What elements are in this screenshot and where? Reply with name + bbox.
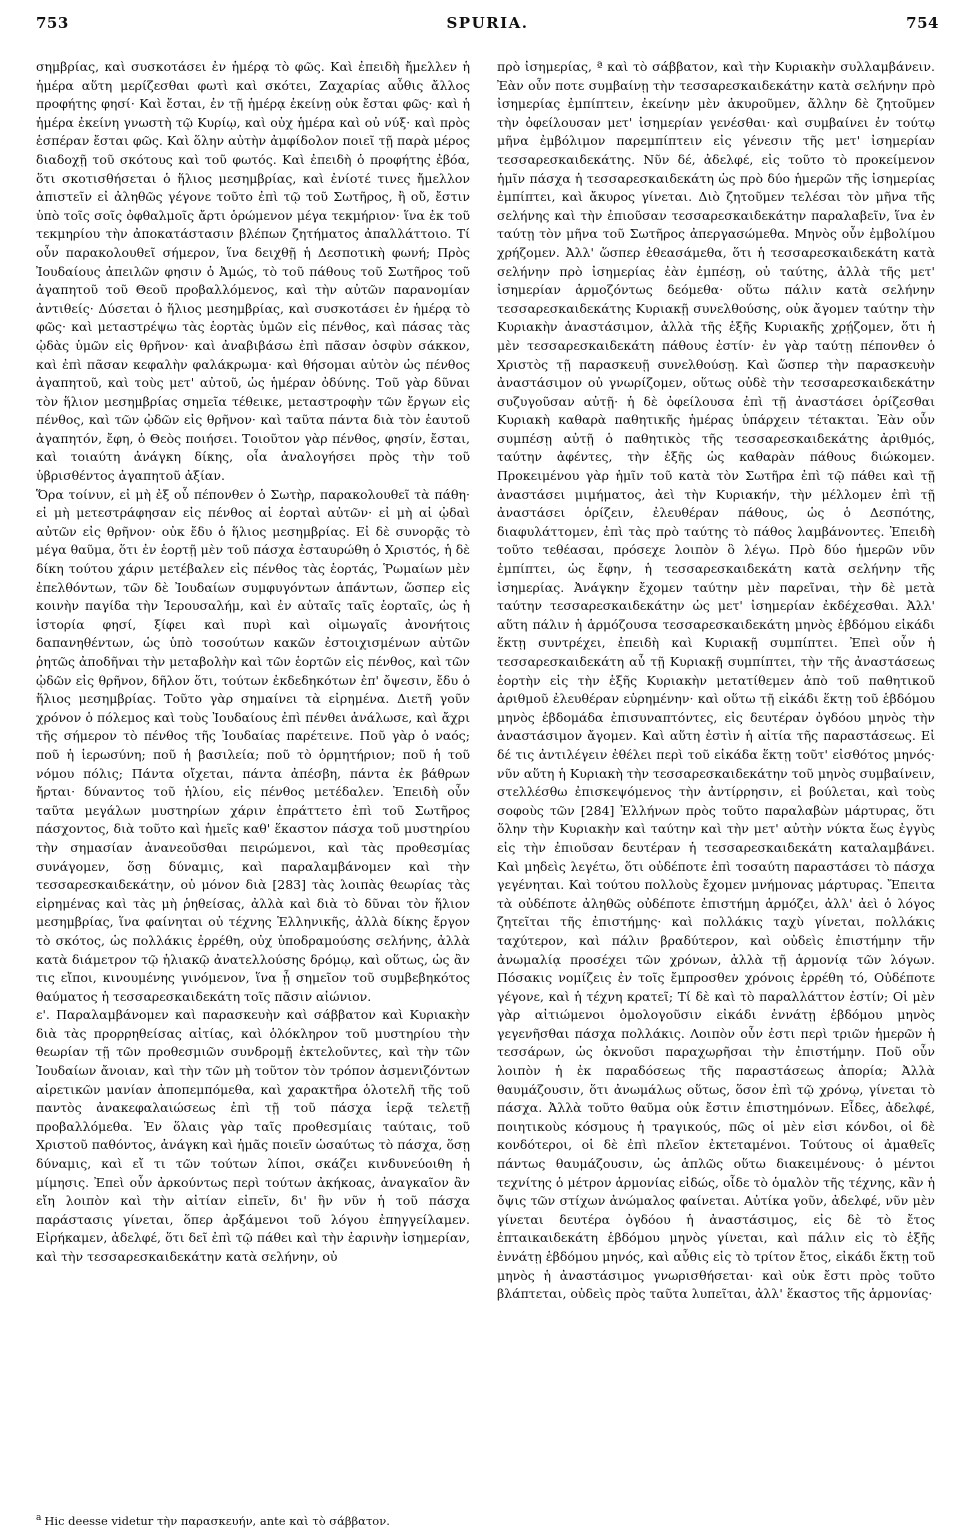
left-paragraph-1: σημβρίας, καὶ συσκοτάσει ἐν ἡμέρᾳ τὸ φῶς. Καὶ ἐπειδὴ ἤμελλεν ἡ ἡμέρα αὕτη μερίζεσθαι φωτὶ καὶ σκότει, Ζαχαρίας αὖθις ἄλλος προφήτης φησί· Καὶ ἔσται, ἐν τῇ ἡμέρᾳ ἐκείνῃ οὐκ ἔσται φῶς· καὶ ἡ ἡμέρα ἐκείνη γνωστὴ τῷ Κυρίῳ, καὶ οὐχ ἡμέρα καὶ οὐ νύξ· καὶ πρὸς ἑσπέραν ἔσται φῶς. Καὶ ὅλην αὐτὴν ἀμφίδολον ποιεῖ τῇ παρὰ μέρος διαδοχῇ τοῦ σκότους καὶ τοῦ φωτός. Καὶ ἐπειδὴ ὁ προφήτης ἐβόα, ὅτι σκοτισθήσεται ὁ ἥλιος μεσημβρίας, καὶ ἐνίοτέ τινες ἤμελλον ἀπιστεῖν εἰ ἀληθῶς γέγονε τοῦτο ἐπὶ τῷ τοῦ Σωτῆρος, ἢ οὔ, ἔστιν ὑπὸ τοῖς σοῖς ὀφθαλμοῖς ἄρτι ὁρώμενον μέγα τεκμήριον· ἵνα ἐκ τοῦ τεκμηρίου τὴν ἀποκατάστασιν βλέπων ζητήματος ἀπαλλάττοιο. Τί οὖν παρακολουθεῖ σήμερον, ἵνα δειχθῇ ἡ Δεσποτικὴ φωνή; Πρὸς Ἰουδαίους ἀπειλῶν φησιν ὁ Ἀμώς, τὸ τοῦ πάθους τοῦ Σωτῆρος τοῦ ἀγαπητοῦ τοῦ Θεοῦ προβαλλόμενος, καὶ τὴν αὐτῶν παρανομίαν ἀντιθείς· Δύσεται ὁ ἥλιος μεσημβρίας, καὶ συσκοτάσει ἐν ἡμέρᾳ τὸ φῶς· καὶ μεταστρέψω τὰς ἑορτὰς ὑμῶν εἰς πένθος, καὶ πάσας τὰς ᾠδὰς ὑμῶν εἰς θρῆνον· καὶ ἀναβιβάσω ἐπὶ πᾶσαν ὀσφὺν σάκκον, καὶ ἐπὶ πᾶσαν κεφαλὴν φαλάκρωμα· καὶ θήσομαι αὐτὸν ὡς πένθος ἀγαπητοῦ, καὶ τοὺς μετ' αὐτοῦ, ὡς ἡμέραν ὀδύνης. Τοῦ γὰρ δῦναι τὸν ἥλιον μεσημβρίας σημεῖα τέθεικε, μεταστροφὴν τῶν ἔργων εἰς πένθος, καὶ τῶν ᾠδῶν εἰς θρῆνον· καὶ ταῦτα πάντα διὰ τὸν ἑαυτοῦ ἀγαπητόν, ἔφη, ὁ Θεὸς ποιήσει. Τοιοῦτον γὰρ πένθος, φησίν, ἔσται, καὶ τοιαύτη ἀνάγκη δίκης, οἷα ἀναλογήσει πρὸς τὴν τοῦ ὑβρισθέντος ἀγαπητοῦ ἀξίαν. xyxy=(36,59,470,484)
right-column xyxy=(497,58,935,1528)
right-paragraph-1: πρὸ ἰσημερίας, ª καὶ τὸ σάββατον, καὶ τὴν Κυριακὴν συλλαμβάνειν. Ἐὰν οὖν ποτε συμβαίνῃ τὴν τεσσαρεσκαιδεκάτην κατὰ σελήνην πρὸ ἰσημερίας ἐμπίπτειν, ἐκείνην μὲν ἀκυροῦμεν, ἄλλην δὲ ζητοῦμεν τὴν ὀφείλουσαν μετ' ἰσημερίαν γενέσθαι· καὶ συμβαίνει ἐν τούτῳ μῆνα ἐμβόλιμον παρεμπίπτειν εἰς γένεσιν τῆς μετ' ἰσημερίαν τεσσαρεσκαιδεκάτης. Νῦν δέ, ἀδελφέ, εἰς τοῦτο τὸ προκείμενον ἡμῖν πάσχα ἡ τεσσαρεσκαιδεκάτη ὡς πρὸ δύο ἡμερῶν τῆς ἰσημερίας ἐμπίπτει, καὶ ἄκυρος γίνεται. Διὸ ζητοῦμεν τελέσαι τὸν μῆνα τῆς σελήνης καὶ τὴν ἐπιοῦσαν τεσσαρεσκαιδεκάτην παραλαβεῖν, ἵνα ἐν ταύτῃ τὸν μῆνα τοῦ Σωτῆρος ἀπεργασώμεθα. Μηνὸς οὖν ἐμβολίμου χρήζομεν. Ἀλλ' ὥσπερ ἐθεασάμεθα, ὅτι ἡ τεσσαρεσκαιδεκάτη κατὰ σελήνην πρὸ ἰσημερίας ἐὰν ἐμπέσῃ, οὐ ταύτης, ἀλλὰ τῆς μετ' ἰσημερίαν ἁρμοζόντως δεόμεθα· οὕτω πάλιν κατὰ σελήνην τεσσαρεσκαιδεκάτης Κυριακῇ συνελθούσης, οὐκ ἄγομεν ταύτην τὴν Κυριακὴν ἀναστάσιμον, ἀλλὰ τῆς ἑξῆς Κυριακῆς χρῄζομεν, ὅτι ἡ μὲν τεσσαρεσκαιδεκάτη πάθους ἐστίν· ἐν γὰρ ταύτῃ πέπονθεν ὁ Χριστὸς τῇ παρασκευῇ συνελθούσῃ. Καὶ ὥσπερ τὴν παρασκευὴν ἀναστάσιμον οὐ γνωρίζομεν, οὕτως οὐδὲ τὴν τεσσαρεσκαιδεκάτην συζυγοῦσαν αὐτῇ· ἡ δὲ ὀφείλουσα ἐπὶ τῇ ἀναστάσει ὁρίζεσθαι Κυριακὴ καθαρὰ παθητικῆς ἡμέρας ὑπάρχειν τέτακται. Ἐὰν οὖν συμπέσῃ αὐτῇ ὁ παθητικὸς τῆς τεσσαρεσκαιδεκάτης ἀριθμός, ταύτην ἀφέντες, τὴν ἑξῆς ὡς καθαρὰν πάθους διώκομεν. Προκειμένου γὰρ ἡμῖν τοῦ κατὰ τὸν Σωτῆρα ἐπὶ τῷ πάθει καὶ τῇ ἀναστάσει μιμήματος, ἀεὶ τὴν Κυριακήν, τὴν μέλλομεν ἐπὶ τῇ ἀναστάσει ὁρίζειν, ἐλευθέραν πάθους, ὡς ὁ Δεσπότης, διαφυλάττομεν, ἐπὶ τὰς πρὸ ταύτης τὸ πάθος λαμβάνοντες. Ἐπειδὴ τοῦτο τεθέασαι, πρόσεχε λοιπὸν ὃ λέγω. Πρὸ δύο ἡμερῶν νῦν ἐμπίπτει, ὡς ἔφην, ἡ τεσσαρεσκαιδεκάτη κατὰ σελήνην τῆς ἰσημερίας. Ἀνάγκην ἔχομεν ταύτην μὲν παρεῖναι, τὴν δὲ μετὰ ταύτην τεσσαρεσκαιδεκάτην ὡς μετ' ἰσημερίαν ἐκδέχεσθαι. Ἀλλ' αὕτη πάλιν ἡ ἁρμόζουσα τεσσαρεσκαιδεκάτη μηνὸς ἑβδόμου εἰκάδι ἕκτῃ συντρέχει, ἐπειδὴ καὶ Κυριακῇ συμπίπτει. Ἐπεὶ οὖν ἡ τεσσαρεσκαιδεκάτη αὖ τῇ Κυριακῇ συμπίπτει, τὴν τῆς ἀναστάσεως ἑορτὴν εἰς τὴν ἑξῆς Κυριακὴν μετατίθεμεν ἀπὸ τοῦ παθητικοῦ ἀριθμοῦ ἐλευθέραν εὑρημένην· καὶ οὕτω τῇ εἰκάδι ἕκτῃ τοῦ ἑβδόμου μηνὸς ἑβδομάδα ἐπισυναπτόντες, εἰς δευτέραν ὀγδόου μηνὸς τὴν ἀναστάσιμον ἄγομεν. Καὶ αὕτη ἐστὶν ἡ αἰτία τῆς παραστάσεως. Εἰ δέ τις ἀντιλέγειν ἐθέλει περὶ τοῦ εἰκάδα ἕκτῃ τοῦτ' εἰσθότος μηνός· νῦν αὕτη ἡ Κυριακὴ τὴν τεσσαρεσκαιδεκάτην τοῦ μηνὸς συμβαίνειν, στελλέσθω ἐπισκεψόμενος τὴν ἀντίρρησιν, εἰ βούλεται, καὶ τοὺς σοφοὺς τῶν [284] Ἑλλήνων πρὸς τοῦτο παραλαβὼν μάρτυρας, ὅτι ὅλην τὴν Κυριακὴν καὶ ταύτην καὶ τὴν μετ' αὐτὴν νύκτα ἕως ἐγγὺς εἰς τὴν ἐπιοῦσαν δευτέραν ἡ τεσσαρεσκαιδεκάτη καταλαμβάνει. Καὶ μηδεὶς λεγέτω, ὅτι οὐδέποτε ἐπὶ τοσαύτη παραστάσει τὸ πάσχα γεγένηται. Καὶ τούτου πολλοὺς ἔχομεν μνήμονας μάρτυρας. Ἔπειτα τὰ οὐδέποτε ἀληθῶς οὐδέποτε ἐπιστήμη ἁρμόζει, ἀλλ' ἀεὶ ὁ λόγος ζητεῖται τῆς ἐπιστήμης· καὶ πολλάκις ταχὺ γίνεται, πολλάκις ταχύτερον, καὶ πάλιν βραδύτερον, καὶ οὐδεὶς ἐπιστήμην τῆν ἀνωμαλίᾳ προσέχει τῶν χρόνων, ἀλλὰ τῇ ἁρμονίᾳ τῶν λόγων. Πόσακις νομίζεις ἐν τοῖς ἔμπροσθεν χρόνοις ἐρρέθη τό, Οὐδέποτε γέγονε, καὶ ἡ τέχνη κρατεῖ; Τί δὲ καὶ τὸ παραλλάττον ἐστίν; Οἱ μὲν γὰρ αἰτιώμενοι ὁμολογοῦσιν εἰκάδι ἐννάτῃ ἑβδόμου μηνὸς γεγενῆσθαι πάσχα πολλάκις. Λοιπὸν οὖν ἐστι περὶ τριῶν ἡμερῶν ἡ τεσσάρων, ὡς ὀκνοῦσι παραχωρῆσαι τὴν ἐπιστήμην. Ποῦ οὖν λοιπὸν ἡ ἐκ παραδόσεως τῆς παραστάσεως ἀπορία; Ἀλλὰ θαυμάζουσιν, ὅτι ἀνωμάλως οὕτως, ὅσον ἐπὶ τῷ χρόνῳ, γίνεται τὸ πάσχα. Ἀλλὰ τοῦτο θαῦμα οὐκ ἔστιν ἐπιστημόνων. Εἶδες, ἀδελφέ, ποιητικοὺς κόσμους ἡ τραγικούς, πῶς οἱ μὲν εἰσι κόνδοι, οἱ δὲ κονδότεροι, οἱ δὲ ἐπὶ πλεῖον ἐκτεταμένοι. Τούτους οἱ ἀμαθεῖς πάντως θαυμάζουσιν, ὡς ἁπλῶς οὕτω διακειμένους· ὁ μέντοι τεχνίτης ὁ μέτρον ἁρμονίας εἰδώς, οἶδε τὸ ὁμαλὸν τῆς τέχνης, κἂν ἡ ὄψις τῶν στίχων ἀνώμαλος φαίνεται. Αὐτίκα γοῦν, ἀδελφέ, νῦν μὲν γίνεται δευτέρα ὀγδόου ἡ ἀναστάσιμος, εἰς δὲ τὸ ἔτος ἐπταικαιδεκάτη ἑβδόμου μηνὸς γίνεται, καὶ πάλιν εἰς τὸ ἑξῆς ἐννάτῃ ἑβδόμου μηνός, καὶ αὖθις εἰς τὸ τρίτον ἔτος, εἰκάδι ἕκτῃ τοῦ μηνὸς ἡ ἀναστάσιμος γνωρισθήσεται· καὶ οὐκ ἔστι πρὸς τοῦτο βλάπτεται, οὐδεὶς πρὸς ταῦτα λυπεῖται, ἀλλ' ἕκαστος τῆς ἁρμονίας· xyxy=(497,59,935,1302)
page-number-right: 754 xyxy=(906,14,939,32)
footnote-text: Hic deesse videtur τὴν παρασκευήν, ante καὶ τὸ σάββατον. xyxy=(44,1513,390,1528)
page-number-left: 753 xyxy=(36,14,69,32)
footnote-marker: a xyxy=(36,1513,42,1523)
left-paragraph-2: Ὅρα τοίνυν, εἰ μὴ ἐξ οὗ πέπονθεν ὁ Σωτὴρ, παρακολουθεῖ τὰ πάθη· εἰ μὴ μετεστράφησαν εἰς πένθος αἱ ἑορταὶ αὐτῶν· εἰ μὴ αἱ ᾠδαὶ αὐτῶν εἰς θρῆνον· οὐκ ἔδυ ὁ ἥλιος μεσημβρίας. Εἰ δὲ συνορᾷς τὸ μέγα θαῦμα, ὅτι ἐν ἑορτῇ μὲν τοῦ πάσχα ἐσταυρώθη ὁ Χριστός, ἡ δὲ δίκη τούτου χάριν μετέβαλεν εἰς πένθος τὰς ἑορτάς, Ῥωμαίων μὲν ἐπελθόντων, τῶν δὲ Ἰουδαίων συμφυγόντων ἁπάντων, ὥσπερ εἰς κοινὴν παγίδα τὴν Ἱερουσαλήμ, καὶ ἐν αὐταῖς ταῖς ἑορταῖς, ὡς ἡ ἱστορία φησί, ξίφει καὶ πυρὶ καὶ οἰμωγαῖς ἀνονήτοις δαπανηθέντων, ὡς ὑπὸ τοσούτων κακῶν ἐστοιχισμένων αὐτῶν ῥητῶς ἀποδῆναι τὴν μεταβολὴν καὶ τῶν ἑορτῶν εἰς πένθος, καὶ τῶν ᾠδῶν εἰς θρῆνον, δῆλον ὅτι, τούτων ἐκδεδηκότων ἐπ' ὄψεσιν, ἔδυ ὁ ἥλιος μεσημβρίας. Τοῦτο γὰρ σημαίνει τὰ εἰρημένα. Διετῆ γοῦν χρόνον ὁ πόλεμος καὶ τοὺς Ἰουδαίους ἐπὶ πένθει ἀνάλωσε, καὶ ἄχρι τῆς σήμερον τὸ πένθος τῆς Ἰουδαίας παρέτεινε. Ποῦ γὰρ ὁ ναός; ποῦ ἡ ἱερωσύνη; ποῦ ἡ βασιλεία; ποῦ τὸ ὁρμητήριον; ποῦ ἡ τοῦ νόμου πόλις; Πάντα οἴχεται, πάντα ἀπέσβη, πάντα ἐκ βάθρων ἤρται· δύναντος τοῦ ἡλίου, εἰς πένθος μετέδαλεν. Ἐπειδὴ οὖν ταῦτα μεγάλων μυστηρίων χάριν ἐπράττετο ἐπὶ τοῦ Σωτῆρος πάσχοντος, διὰ τοῦτο καὶ ἡμεῖς καθ' ἕκαστον πάσχα τοῦ μυστηρίου τὴν σημασίαν ἀνανεοῦσθαι πειρώμενοι, καὶ τὰς προθεσμίας συνάγομεν, ὅσῃ δύναμις, καὶ παραλαμβάνομεν καὶ τὴν τεσσαρεσκαιδεκάτην, οὐ μόνον διὰ [283] τὰς λοιπὰς θεωρίας τὰς εἰρημένας καὶ τὰς μὴ ῥηθείσας, ἀλλὰ καὶ διὰ τὸ δῦναι τὸν ἥλιον μεσημβρίας, ἵνα φαίνηται οὐ τέχνης Ἑλληνικῆς, ἀλλὰ δίκης ἔργον τὸ σκότος, ὡς πολλάκις ἐρρέθη, οὐχ ὑποδραμούσης σελήνης, ἀλλὰ κατὰ διάμετρον τῷ ἡλιακῷ ἀνατελλούσης δρόμῳ, καὶ οὕτως, ὡς ἂν τις εἴποι, κινουμένης γινόμενον, ἵνα ᾖ σημεῖον τοῦ συμβεβηκότος θαύματος ἡ τεσσαρεσκαιδεκάτη τοῖς πᾶσιν αἰώνιον. xyxy=(36,486,470,1004)
footnote xyxy=(36,1510,470,1529)
left-column xyxy=(36,58,470,1508)
running-title: SPURIA. xyxy=(446,14,529,32)
left-paragraph-3: ε'. Παραλαμβάνομεν καὶ παρασκευὴν καὶ σάββατον καὶ Κυριακὴν διὰ τὰς προρρηθείσας αἰτίας, καὶ ὁλόκληρον τοῦ μυστηρίου τὴν θεωρίαν τῇ τῶν προθεσμιῶν συνδρομῇ ἐκτελοῦντες, καὶ τὴν τῶν Ἰουδαίων ἄνοιαν, καὶ τὴν τῶν μὴ τοῦτον τὸν τρόπον ἀσμενιζόντων αἱρετικῶν μανίαν ἀποπεμπόμεθα, καὶ χαρακτῆρα ὁλοτελῆ τῆς τοῦ παντὸς ἀνακεφαλαιώσεως ἐπὶ τῇ τοῦ πάσχα ἱερᾷ τελετῇ προβαλλόμεθα. Ἐν ὅλαις γὰρ ταῖς προθεσμίαις ταύταις, τοῦ Χριστοῦ παθόντος, ἀνάγκη καὶ ἡμᾶς ποιεῖν ὡσαύτως τὸ πάσχα, ὅσῃ δύναμις, καὶ εἴ τι τῶν τούτων λίποι, σκάζει κινδυνεύοιθη ἡ μίμησις. Ἐπεὶ οὖν ἀρκούντως περὶ τούτων ἀκήκοας, ἀναγκαῖον ἂν εἴη λοιπὸν καὶ τὴν αἰτίαν εἰπεῖν, δι' ἣν νῦν ἡ τοῦ πάσχα παράστασις γίνεται, ὅπερ ἀρξάμενοι τοῦ λόγου ἐπηγγείλαμεν. Εἰρήκαμεν, ἀδελφέ, ὅτι δεῖ ἐπὶ τῷ πάθει καὶ τὴν ἐαρινὴν ἰσημερίαν, καὶ τὴν τεσσαρεσκαιδεκάτην κατὰ σελήνην, οὐ xyxy=(36,1007,470,1264)
running-header xyxy=(36,8,939,38)
